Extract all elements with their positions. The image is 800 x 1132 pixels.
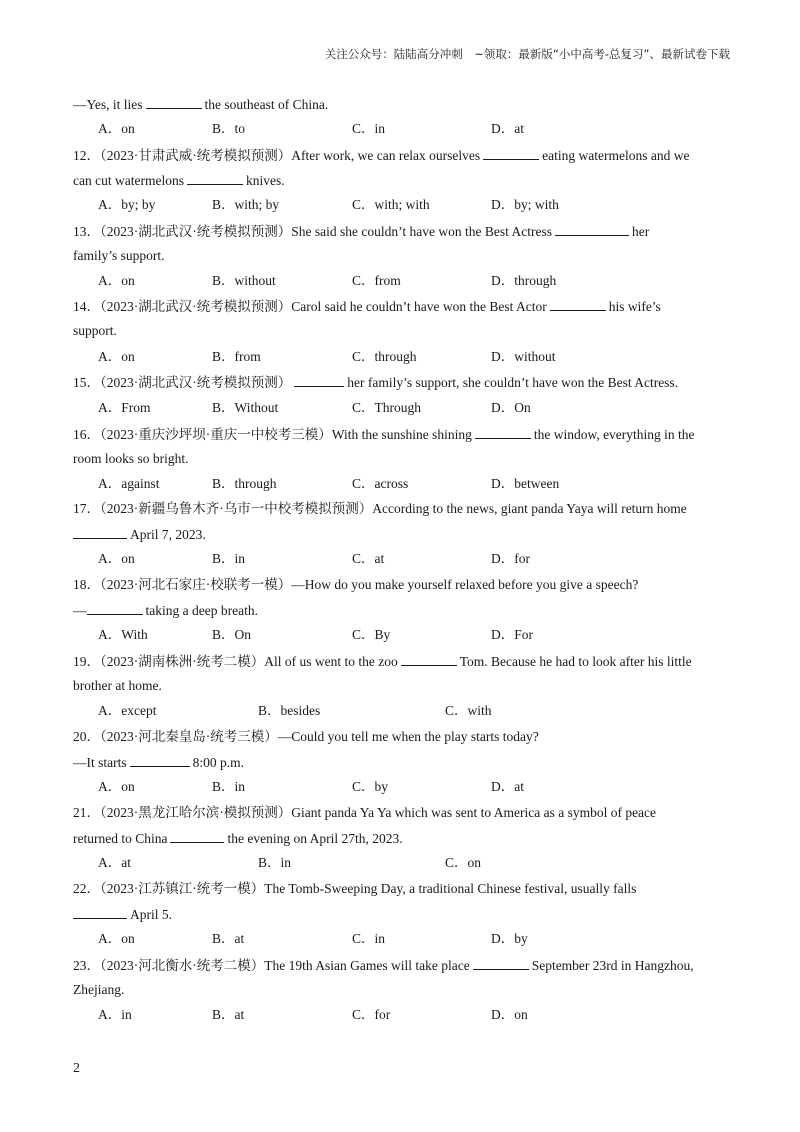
option-c: C．across bbox=[352, 476, 409, 491]
page-header: 关注公众号：陆陆高分冲刺 ~领取：最新版“小中高考-总复习”、最新试卷下载 bbox=[324, 47, 730, 61]
question-20-options bbox=[98, 778, 730, 796]
option-c: C．for bbox=[352, 1007, 391, 1022]
option-a: A．From bbox=[98, 400, 151, 415]
option-a: A．on bbox=[98, 121, 135, 136]
page-number: 2 bbox=[73, 1061, 80, 1076]
option-c: C．Through bbox=[352, 400, 421, 415]
answer-blank bbox=[170, 829, 224, 843]
answer-blank bbox=[473, 956, 529, 970]
answer-blank bbox=[146, 95, 202, 109]
option-d: D．For bbox=[491, 627, 534, 642]
question-18-options bbox=[98, 626, 730, 644]
question-20-stem-cont: —It starts 8:00 p.m. bbox=[73, 755, 245, 770]
question-15-options bbox=[98, 399, 730, 417]
option-b: B．from bbox=[212, 349, 261, 364]
question-17-stem: 17．（2023·新疆乌鲁木齐·乌市一中校考模拟预测）According to the news, giant panda Yaya will return home bbox=[73, 501, 687, 516]
question-20-stem: 20．（2023·河北秦皇岛·统考三模）—Could you tell me when the play starts today? bbox=[73, 729, 539, 744]
option-c: C．with bbox=[445, 703, 492, 718]
option-b: B．through bbox=[212, 476, 277, 491]
option-d: D．at bbox=[491, 779, 524, 794]
question-22-options bbox=[98, 930, 730, 948]
answer-blank bbox=[401, 652, 457, 666]
answer-blank bbox=[555, 222, 629, 236]
option-a: A．except bbox=[98, 703, 157, 718]
question-21-stem-cont: returned to China the evening on April 27th, 2023. bbox=[73, 831, 403, 846]
question-15-stem: 15．（2023·湖北武汉·统考模拟预测） her family’s support, she couldn’t have won the Best Actress. bbox=[73, 375, 679, 390]
question-16-options bbox=[98, 475, 730, 493]
answer-blank bbox=[187, 171, 243, 185]
answer-blank bbox=[550, 297, 606, 311]
option-a: A．at bbox=[98, 855, 131, 870]
option-c: C．on bbox=[445, 855, 482, 870]
option-b: B．Without bbox=[212, 400, 279, 415]
option-b: B．in bbox=[212, 551, 246, 566]
option-b: B．On bbox=[212, 627, 252, 642]
answer-blank bbox=[130, 753, 190, 767]
option-d: D．without bbox=[491, 349, 556, 364]
question-19-stem: 19．（2023·湖南株洲·统考二模）All of us went to the zoo Tom. Because he had to look after his little bbox=[73, 654, 692, 669]
option-c: C．at bbox=[352, 551, 385, 566]
question-13-options bbox=[98, 272, 730, 290]
question-12-options bbox=[98, 196, 730, 214]
option-c: C．by bbox=[352, 779, 389, 794]
question-21-stem: 21．（2023·黑龙江哈尔滨·模拟预测）Giant panda Ya Ya which was sent to America as a symbol of peace bbox=[73, 805, 657, 820]
answer-blank bbox=[73, 905, 127, 919]
option-d: D．at bbox=[491, 121, 524, 136]
option-c: C．from bbox=[352, 273, 401, 288]
question-16-stem: 16．（2023·重庆沙坪坝·重庆一中校考三模）With the sunshine shining the window, everything in the bbox=[73, 427, 695, 442]
answer-blank bbox=[73, 525, 127, 539]
question-23-stem-cont: Zhejiang. bbox=[73, 982, 125, 997]
answer-blank bbox=[294, 373, 344, 387]
question-14-stem-cont: support. bbox=[73, 323, 117, 338]
question-21-options bbox=[98, 854, 730, 872]
question-23-options bbox=[98, 1006, 730, 1024]
option-c: C．in bbox=[352, 931, 386, 946]
option-a: A．With bbox=[98, 627, 148, 642]
question-17-stem-cont: April 7, 2023. bbox=[73, 525, 730, 544]
option-d: D．on bbox=[491, 1007, 528, 1022]
question-23-stem: 23．（2023·河北衡水·统考二模）The 19th Asian Games will take place September 23rd in Hangzhou, bbox=[73, 958, 694, 973]
question-12-stem: 12．（2023·甘肃武威·统考模拟预测）After work, we can relax ourselves eating watermelons and we bbox=[73, 148, 690, 163]
question-13-stem-cont: family’s support. bbox=[73, 248, 165, 263]
option-d: D．between bbox=[491, 476, 560, 491]
option-b: B．in bbox=[258, 855, 292, 870]
option-a: A．on bbox=[98, 551, 135, 566]
question-17-options bbox=[98, 550, 730, 568]
question-14-stem: 14．（2023·湖北武汉·统考模拟预测）Carol said he couldn’t have won the Best Actor his wife’s bbox=[73, 299, 661, 314]
option-b: B．in bbox=[212, 779, 246, 794]
option-b: B．to bbox=[212, 121, 246, 136]
option-a: A．by; by bbox=[98, 197, 156, 212]
option-b: B．at bbox=[212, 1007, 245, 1022]
answer-blank bbox=[87, 601, 143, 615]
question-19-options bbox=[98, 702, 730, 720]
option-a: A．on bbox=[98, 273, 135, 288]
option-a: A．on bbox=[98, 779, 135, 794]
question-18-stem-cont: — taking a deep breath. bbox=[73, 603, 258, 618]
answer-blank bbox=[483, 146, 539, 160]
option-c: C．through bbox=[352, 349, 417, 364]
option-a: A．against bbox=[98, 476, 160, 491]
option-b: B．with; by bbox=[212, 197, 280, 212]
option-d: D．by; with bbox=[491, 197, 559, 212]
question-22-stem-cont: April 5. bbox=[73, 905, 730, 924]
option-d: D．by bbox=[491, 931, 528, 946]
option-b: B．without bbox=[212, 273, 276, 288]
question-13-stem: 13．（2023·湖北武汉·统考模拟预测）She said she couldn’t have won the Best Actress her bbox=[73, 224, 650, 239]
question-18-stem: 18．（2023·河北石家庄·校联考一模）—How do you make yourself relaxed before you give a speech? bbox=[73, 577, 639, 592]
question-12-stem-cont: can cut watermelons knives. bbox=[73, 173, 285, 188]
option-b: B．besides bbox=[258, 703, 321, 718]
option-a: A．on bbox=[98, 349, 135, 364]
option-c: C．in bbox=[352, 121, 386, 136]
option-d: D．for bbox=[491, 551, 530, 566]
answer-blank bbox=[475, 425, 531, 439]
option-a: A．on bbox=[98, 931, 135, 946]
question-16-stem-cont: room looks so bright. bbox=[73, 451, 189, 466]
option-d: D．On bbox=[491, 400, 531, 415]
question-14-options bbox=[98, 348, 730, 366]
option-c: C．with; with bbox=[352, 197, 430, 212]
question-11-options bbox=[98, 120, 730, 138]
question-19-stem-cont: brother at home. bbox=[73, 678, 162, 693]
option-b: B．at bbox=[212, 931, 245, 946]
question-11-stem: —Yes, it lies the southeast of China. bbox=[73, 97, 329, 112]
option-d: D．through bbox=[491, 273, 557, 288]
question-22-stem: 22．（2023·江苏镇江·统考一模）The Tomb-Sweeping Day, a traditional Chinese festival, usually falls bbox=[73, 881, 637, 896]
option-a: A．in bbox=[98, 1007, 132, 1022]
option-c: C．By bbox=[352, 627, 391, 642]
